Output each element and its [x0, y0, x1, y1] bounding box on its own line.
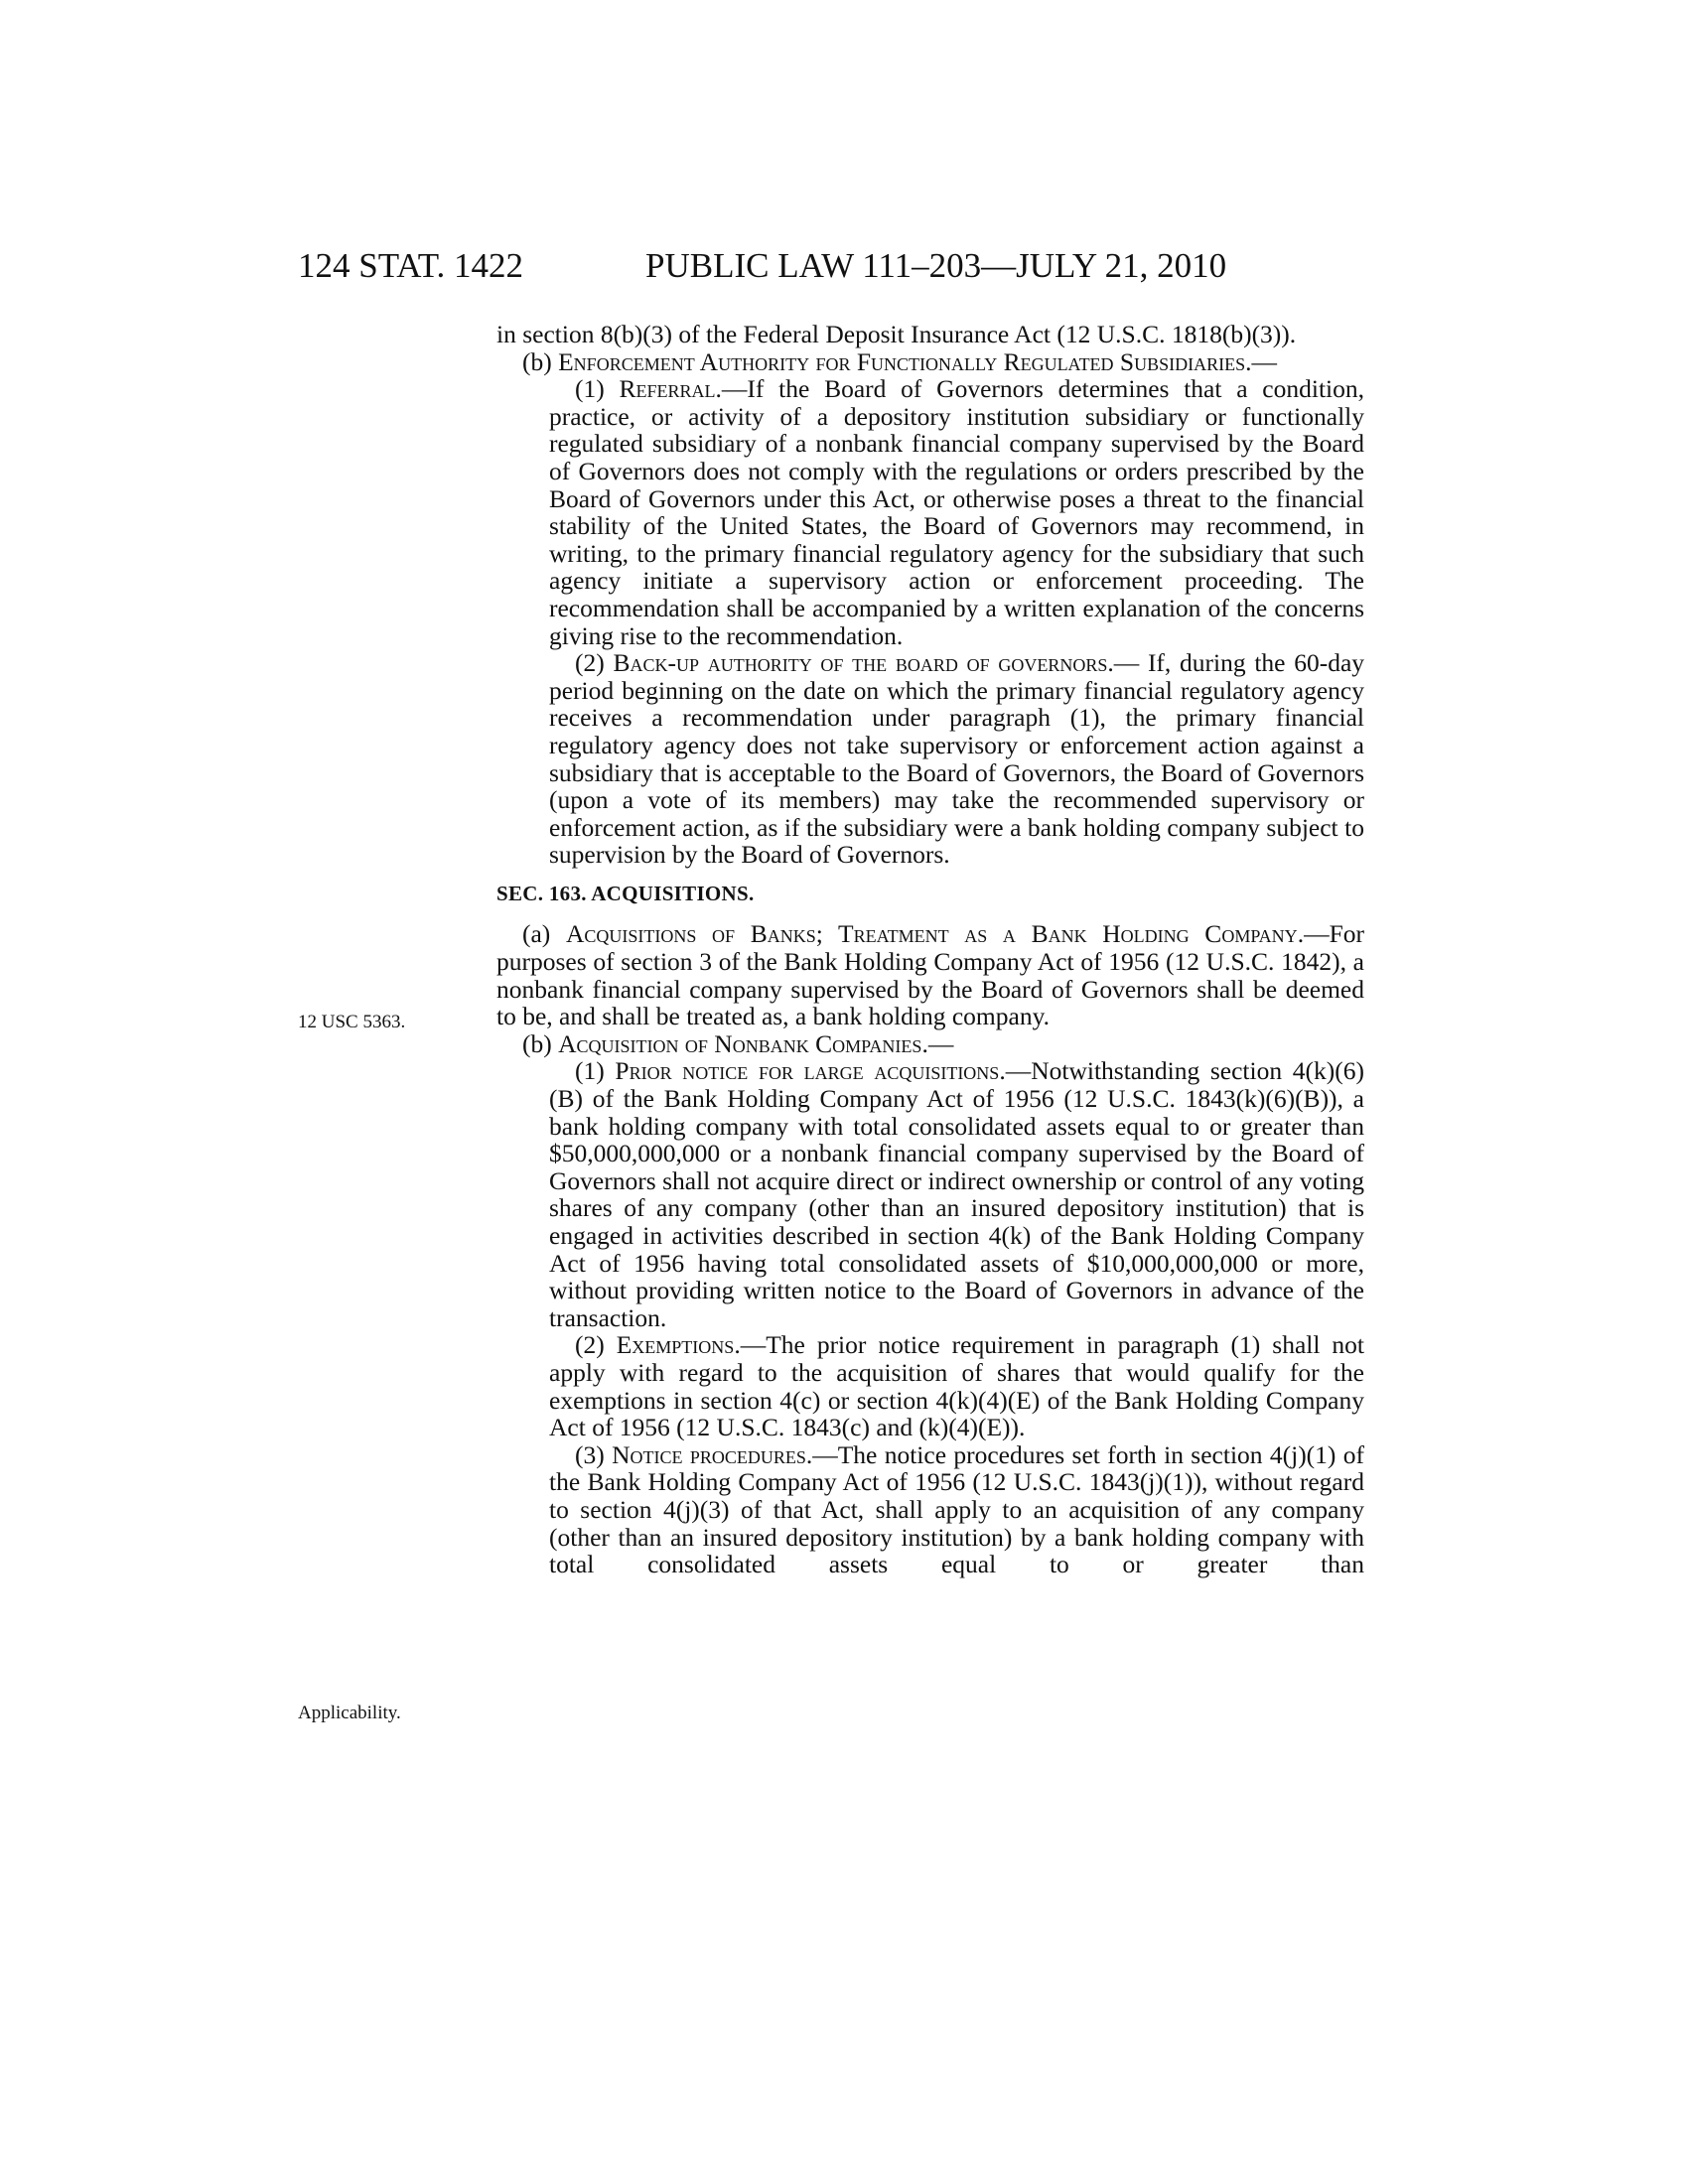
- paragraph-bb2-number: (2): [575, 1330, 617, 1360]
- paragraph-b1-number: (1): [575, 374, 620, 404]
- paragraph-bb1-text: .—Notwithstanding section 4(k)(6)(B) of the Bank Holding Company Act of 1956 (12 U.S.C. 1843(k)(6)(B)), a bank holding company with total consolidated assets equal to or greater than $50,000,000,000 or a nonbank financial company supervised by the Board of Governors shall not acquire direct or indirect ownership or control of any voting shares of any company (other than an insured depository institution) that is engaged in activities described in section 4(k) of the Bank Holding Company Act of 1956 having total consolidated assets of $10,000,000,000 or more, without providing written notice to the Board of Governors in advance of the transaction.: [549, 1056, 1365, 1332]
- subsection-b-number: (b): [522, 346, 559, 376]
- statute-page-number: 124 STAT. 1422: [298, 246, 523, 285]
- paragraph-bb1-heading: Prior notice for large acquisitions: [615, 1056, 1000, 1086]
- subsection-a-acquisitions-of-banks: [496, 920, 1364, 1029]
- section-163-heading: SEC. 163. ACQUISITIONS.: [496, 881, 755, 905]
- paragraph-bb1-number: (1): [575, 1056, 616, 1086]
- paragraph-bb3-heading: Notice procedures: [612, 1439, 806, 1469]
- subsection-bb-dash: .—: [921, 1028, 954, 1058]
- paragraph-bb3-number: (3): [575, 1439, 613, 1469]
- paragraph-b1-referral: [496, 375, 1364, 649]
- subsection-a-heading: Acquisitions of Banks; Treatment as a Bank Holding Company: [565, 919, 1298, 949]
- margin-note-usc: 12 USC 5363.: [298, 1012, 406, 1032]
- subsection-b-acquisition-nonbank: [496, 1030, 1364, 1058]
- paragraph-b2-text: .— If, during the 60-day period beginning on the date on which the primary financial regulatory agency receives a recommendation under paragraph (1), the primary financial regulatory agency does not take supervisory or enforcement action against a subsidiary that is acceptable to the Board of Governors, the Board of Governors (upon a vote of its members) may take the recommended supervisory or enforcement action, as if the subsidiary were a bank holding company subject to supervision by the Board of Governors.: [549, 648, 1365, 870]
- paragraph-b2-backup-authority: [496, 649, 1364, 869]
- paragraph-bb2-text: .—The prior notice requirement in paragraph (1) shall not apply with regard to the acquisition of shares that would qualify for the exemptions in section 4(c) or section 4(k)(4)(E) of the Bank Holding Company Act of 1956 (12 U.S.C. 1843(c) and (k)(4)(E)).: [549, 1330, 1364, 1442]
- subsection-b-dash: .—: [1245, 346, 1277, 376]
- subsection-bb-heading: Acquisition of Nonbank Companies: [558, 1028, 922, 1058]
- public-law-title: PUBLIC LAW 111–203—JULY 21, 2010: [645, 246, 1227, 285]
- paragraph-bb2-heading: Exemptions: [616, 1330, 735, 1360]
- paragraph-bb1-prior-notice: [496, 1057, 1364, 1331]
- subsection-b-heading: Enforcement Authority for Functionally Regulated Subsidiaries: [558, 346, 1246, 376]
- margin-note-applicability: Applicability.: [298, 1703, 401, 1723]
- paragraph-b2-number: (2): [575, 648, 614, 678]
- subsection-b-enforcement: [496, 348, 1364, 376]
- paragraph-bb3-text: .—The notice procedures set forth in section 4(j)(1) of the Bank Holding Company Act of 1956 (12 U.S.C. 1843(j)(1)), without regard to section 4(j)(3) of that Act, shall apply to an acquisition of any company (other than an insured depository institution) by a bank holding company with total consolidated assets equal to or greater than: [549, 1439, 1364, 1579]
- paragraph-bb3-notice-procedures: [496, 1441, 1364, 1578]
- paragraph-b1-text: .—If the Board of Governors determines that a condition, practice, or activity of a depository institution subsidiary or functionally regulated subsidiary of a nonbank financial company supervised by the Board of Governors does not comply with the regulations or orders prescribed by the Board of Governors under this Act, or otherwise poses a threat to the financial stability of the United States, the Board of Governors may recommend, in writing, to the primary financial regulatory agency for the subsidiary that such agency initiate a supervisory action or enforcement proceeding. The recommendation shall be accompanied by a written explanation of the concerns giving rise to the recommendation.: [549, 374, 1365, 650]
- subsection-a-number: (a): [522, 919, 566, 949]
- paragraph-continuation: in section 8(b)(3) of the Federal Deposit Insurance Act (12 U.S.C. 1818(b)(3)).: [496, 320, 1297, 348]
- paragraph-b2-heading: Back-up authority of the board of governors: [613, 648, 1108, 678]
- subsection-bb-number: (b): [522, 1028, 559, 1058]
- paragraph-bb2-exemptions: [496, 1331, 1364, 1440]
- document-body: [496, 321, 1364, 1578]
- subsection-a-text: .—For purposes of section 3 of the Bank Holding Company Act of 1956 (12 U.S.C. 1842), a nonbank financial company supervised by the Board of Governors shall be deemed to be, and shall be treated as, a bank holding company.: [496, 919, 1364, 1031]
- page-header: [298, 246, 1370, 286]
- paragraph-b1-heading: Referral: [619, 374, 716, 404]
